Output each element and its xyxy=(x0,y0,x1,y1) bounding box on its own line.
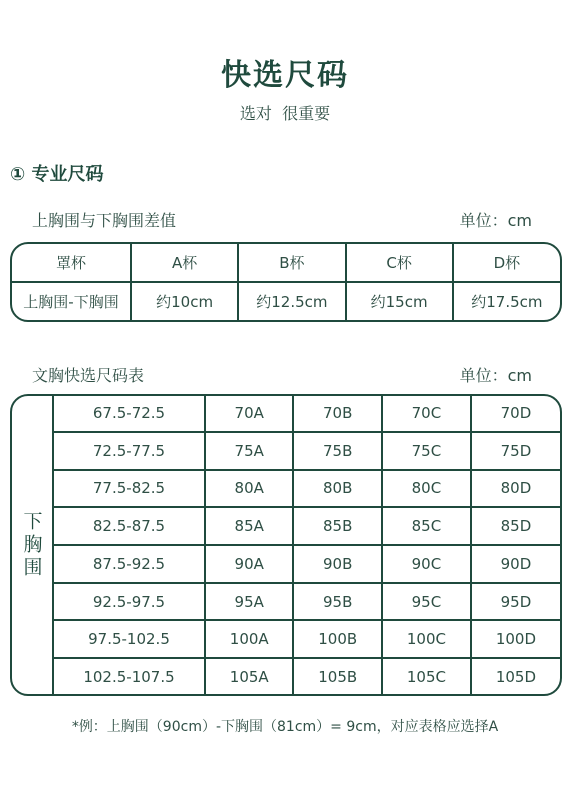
table-cell: 约12.5cm xyxy=(238,282,345,320)
table-row xyxy=(54,658,560,694)
table-row xyxy=(54,470,560,508)
quick-size-grid xyxy=(54,396,560,694)
diff-table-caption: 上胸围与下胸围差值 xyxy=(32,211,177,230)
size-cell: 85B xyxy=(293,507,382,545)
size-cell: 70D xyxy=(471,396,560,432)
size-cell: 95A xyxy=(205,583,293,621)
cup-difference-table xyxy=(10,242,562,322)
table-row xyxy=(12,282,560,320)
quick-table-caption-row xyxy=(32,363,532,386)
underbust-range-cell: 82.5-87.5 xyxy=(54,507,205,545)
size-cell: 80A xyxy=(205,470,293,508)
underbust-range-cell: 67.5-72.5 xyxy=(54,396,205,432)
size-cell: 100C xyxy=(382,620,471,658)
underbust-range-cell: 72.5-77.5 xyxy=(54,432,205,470)
underbust-range-cell: 97.5-102.5 xyxy=(54,620,205,658)
table-cell: 约17.5cm xyxy=(471,293,543,311)
footnote: *例：上胸围（90cm）-下胸围（81cm）= 9cm，对应表格应选择A xyxy=(71,719,499,735)
quick-table-caption: 文胸快选尺码表 xyxy=(32,366,145,385)
page-subtitle: 选对 很重要 xyxy=(239,104,331,123)
size-cell: 90D xyxy=(471,545,560,583)
table-cell: 罩杯 xyxy=(12,244,131,282)
size-cell: 100D xyxy=(471,620,560,658)
size-cell: 70B xyxy=(293,396,382,432)
size-cell: 80B xyxy=(293,470,382,508)
size-cell: 80C xyxy=(382,470,471,508)
table-row xyxy=(54,620,560,658)
size-cell: 75D xyxy=(471,432,560,470)
size-cell: 90B xyxy=(293,545,382,583)
underbust-range-cell: 102.5-107.5 xyxy=(54,658,205,694)
size-cell: 105A xyxy=(205,658,293,694)
diff-table-unit: 单位：cm xyxy=(459,211,532,230)
size-cell: 75C xyxy=(382,432,471,470)
table-cell: 约15cm xyxy=(346,282,453,320)
underbust-side-label: 下胸围 xyxy=(12,396,54,694)
table-cell: D杯 xyxy=(453,244,560,282)
size-cell: 105B xyxy=(293,658,382,694)
size-cell: 105C xyxy=(382,658,471,694)
table-cell: 约10cm xyxy=(131,282,238,320)
quick-size-table xyxy=(10,394,562,696)
diff-table-caption-row xyxy=(32,208,532,231)
size-cell: 85D xyxy=(471,507,560,545)
table-cell: B杯 xyxy=(238,244,345,282)
size-cell: 95C xyxy=(382,583,471,621)
size-cell: 85C xyxy=(382,507,471,545)
size-cell: 95D xyxy=(471,583,560,621)
table-row xyxy=(54,396,560,432)
size-cell: 80D xyxy=(471,470,560,508)
table-row xyxy=(54,507,560,545)
table-cell: C杯 xyxy=(346,244,453,282)
size-cell: 70A xyxy=(205,396,293,432)
quick-table-unit: 单位：cm xyxy=(459,366,532,385)
size-cell: 75B xyxy=(293,432,382,470)
size-cell: 100B xyxy=(293,620,382,658)
table-row xyxy=(54,432,560,470)
size-cell: 85A xyxy=(205,507,293,545)
size-cell: 105D xyxy=(495,667,537,686)
size-cell: 95B xyxy=(293,583,382,621)
table-cell: A杯 xyxy=(131,244,238,282)
size-cell: 90C xyxy=(382,545,471,583)
underbust-range-cell: 77.5-82.5 xyxy=(54,470,205,508)
table-row xyxy=(54,583,560,621)
table-cell: 上胸围-下胸围 xyxy=(12,282,131,320)
size-cell: 70C xyxy=(382,396,471,432)
size-cell: 75A xyxy=(205,432,293,470)
page-title: 快选尺码 xyxy=(221,58,349,93)
section-heading: ① 专业尺码 xyxy=(10,164,104,185)
table-row xyxy=(54,545,560,583)
underbust-range-cell: 92.5-97.5 xyxy=(54,583,205,621)
size-cell: 100A xyxy=(205,620,293,658)
table-header-row xyxy=(12,244,560,282)
size-cell: 90A xyxy=(205,545,293,583)
underbust-range-cell: 87.5-92.5 xyxy=(54,545,205,583)
